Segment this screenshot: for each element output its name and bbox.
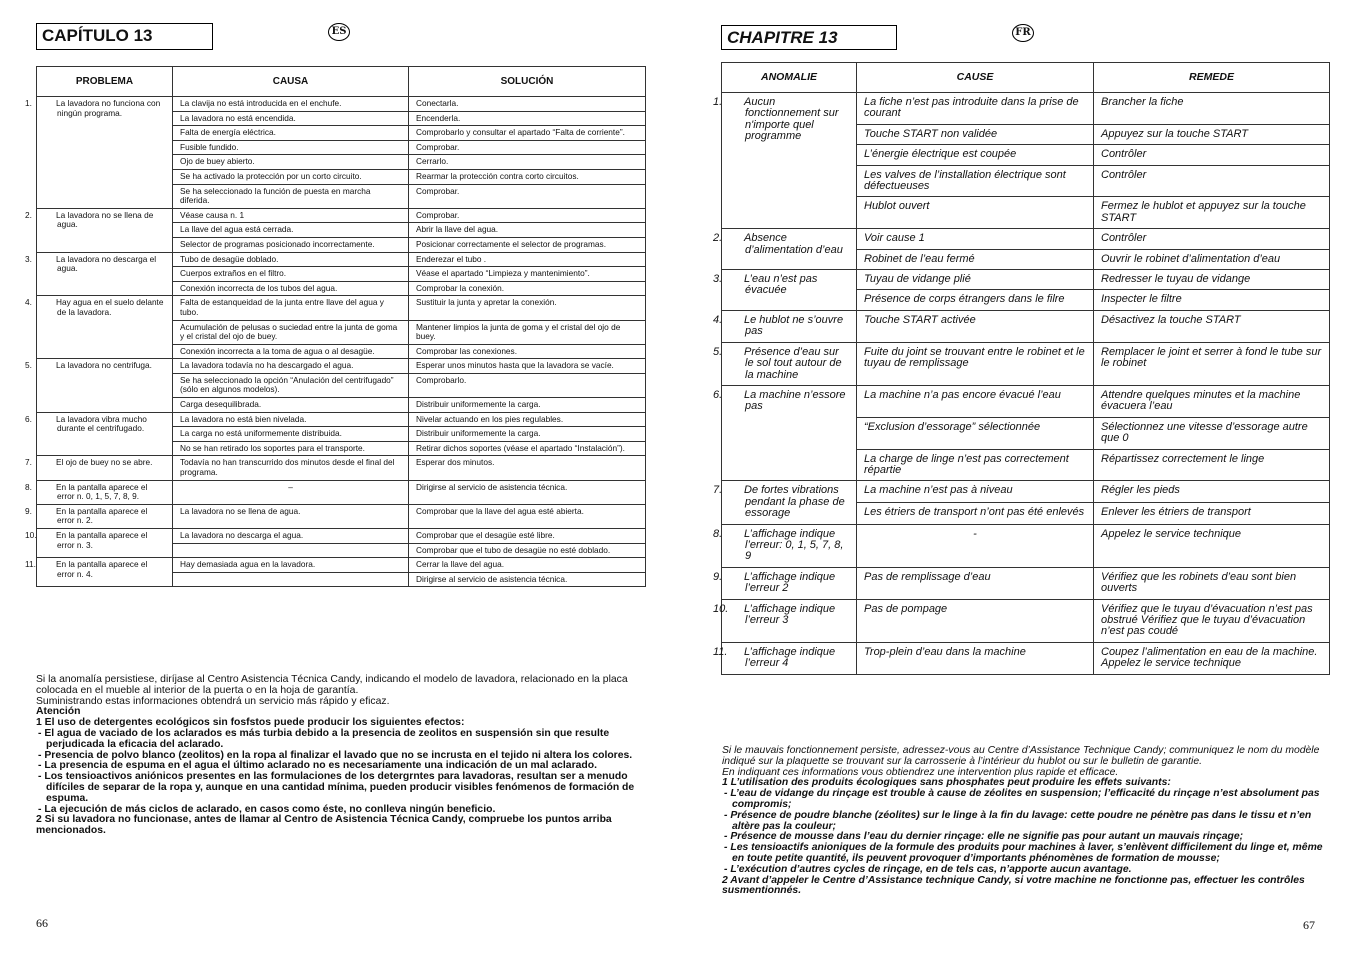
note-line: 2 Avant d’appeler le Centre d’Assistance technique Candy, si votre machine ne fonctionne pas, effectuer les contrôles susmentionnés. <box>722 874 1305 897</box>
problem-number: 1. <box>25 98 32 108</box>
problem-cell <box>713 270 857 311</box>
problem-text: El ojo de buey no se abre. <box>56 457 153 468</box>
language-badge: ES <box>328 23 350 41</box>
problem-number: 10. <box>713 602 729 615</box>
problem-cell <box>713 599 857 642</box>
solution-cell: Retirar dichos soportes (véase el apartado “Instalación”). <box>409 441 646 456</box>
note-line: 1 El uso de detergentes ecológicos sin fosfstos puede producir los siguientes efectos: <box>36 717 465 729</box>
problem-number: 4. <box>25 297 32 308</box>
table-row <box>722 567 1330 599</box>
chapter-title: CHAPITRE 13 <box>721 25 897 50</box>
table-row <box>37 456 646 480</box>
problem-cell <box>25 529 173 558</box>
problem-text: Aucun fonctionnement sur n'importe quel programme <box>744 96 839 143</box>
cause-cell: Robinet de l’eau fermé <box>857 249 1094 269</box>
cause-cell: Se ha seleccionado la opción “Anulación del centrifugado” (sólo en algunos modelos). <box>173 373 409 397</box>
problem-text: L’affichage indique l’erreur 2 <box>744 570 836 595</box>
header-solution: SOLUCIÓN <box>409 67 646 97</box>
problem-cell <box>25 480 173 504</box>
note-line: - La presencia de espuma en el agua el último aclarado no es necesariamente una indicación de un mal aclarado. <box>38 760 597 772</box>
problem-cell <box>25 412 173 456</box>
problem-cell <box>713 93 857 229</box>
solution-cell: Esperar unos minutos hasta que la lavadora se vacíe. <box>409 359 646 374</box>
cause-cell: Cuerpos extraños en el filtro. <box>173 267 409 282</box>
problem-number: 5. <box>25 360 32 371</box>
cause-cell: - <box>857 524 1094 567</box>
solution-cell: Comprobarlo. <box>409 373 646 397</box>
problem-text: En la pantalla aparece el error n. 2. <box>56 505 148 526</box>
problem-number: 2. <box>25 209 32 220</box>
table-row <box>37 412 646 427</box>
problem-number: 10. <box>25 530 37 540</box>
note-line: - Les tensioactifs anioniques de la formule des produits pour machines à laver, s’enlèvent difficilement du linge et, même en toute petite quantité, ils peuvent provoquer d’importants phénomènes de formation de mousse; <box>724 842 1323 864</box>
solution-cell: Posicionar correctamente el selector de programas. <box>409 237 646 252</box>
cause-cell: “Exclusion d’essorage” sélectionnée <box>857 417 1094 449</box>
solution-cell: Véase el apartado “Limpieza y mantenimiento”. <box>409 267 646 282</box>
solution-cell: Distribuir uniformemente la carga. <box>409 427 646 442</box>
solution-cell: Comprobar que el desagüe esté libre. <box>409 529 646 544</box>
solution-cell: Appuyez sur la touche START <box>1094 124 1330 144</box>
problem-text: Le hublot ne s’ouvre pas <box>744 313 844 338</box>
solution-cell: Fermez le hublot et appuyez sur la touche START <box>1094 197 1330 229</box>
page-number: 67 <box>1303 918 1315 932</box>
solution-cell: Attendre quelques minutes et la machine évacuera l’eau <box>1094 385 1330 417</box>
problem-cell <box>25 97 173 209</box>
cause-cell: Présence de corps étrangers dans le filre <box>857 290 1094 310</box>
solution-cell: Comprobar las conexiones. <box>409 344 646 359</box>
cause-cell: Falta de estanqueidad de la junta entre llave del agua y tubo. <box>173 296 409 320</box>
solution-cell: Comprobar. <box>409 184 646 208</box>
problem-number: 3. <box>713 273 723 286</box>
solution-cell: Répartissez correctement le linge <box>1094 449 1330 481</box>
solution-cell: Comprobar. <box>409 140 646 155</box>
solution-cell: Cerrarlo. <box>409 155 646 170</box>
solution-cell: Sélectionnez une vitesse d’essorage autre que 0 <box>1094 417 1330 449</box>
problem-text: L’affichage indique l’erreur 4 <box>744 645 836 670</box>
solution-cell: Inspecter le filtre <box>1094 290 1330 310</box>
solution-cell: Comprobar que el tubo de desagüe no esté doblado. <box>409 543 646 558</box>
cause-cell: Fusible fundido. <box>173 140 409 155</box>
cause-cell: La carga no está uniformemente distribuida. <box>173 427 409 442</box>
solution-cell: Enderezar el tubo . <box>409 252 646 267</box>
table-row <box>722 524 1330 567</box>
note-line: - Presencia de polvo blanco (zeolitos) en la ropa al finalizar el lavado que no se incrusta en el tejido ni altera los colores. <box>38 749 633 761</box>
problem-text: La lavadora no funciona con ningún programa. <box>56 98 161 118</box>
note-line: Suministrando estas informaciones obtendrá un servicio más rápido y eficaz. <box>36 695 390 707</box>
table-row <box>37 558 646 573</box>
problem-text: En la pantalla aparece el error n. 4. <box>56 559 148 579</box>
note-line: Si la anomalía persistiese, diríjase al Centro Asistencia Técnica Candy, indicando el modelo de lavadora, relacionado en la placa colocada en el mueble al interior de la puerta o en la hoja de garantía. <box>36 674 628 696</box>
cause-cell: Pas de remplissage d’eau <box>857 567 1094 599</box>
solution-cell: Cerrar la llave del agua. <box>409 558 646 573</box>
problem-number: 3. <box>25 253 32 264</box>
table-body <box>713 93 1330 675</box>
problem-cell <box>713 310 857 342</box>
problem-cell <box>25 504 173 528</box>
solution-cell: Esperar dos minutos. <box>409 456 646 480</box>
note-line: - El agua de vaciado de los aclarados es más turbia debido a la presencia de zeolitos en suspensión sin que resulte perjudicada la eficacia del aclarado. <box>38 727 610 750</box>
note-line: Si le mauvais fonctionnement persiste, adressez-vous au Centre d’Assistance Technique Candy; communiquez le nom du modèle indiqué sur la plaquette se trouvant sur la carrosserie à l’intérieur du hublot ou sur le bulletin de garantie. <box>722 745 1320 767</box>
problem-cell <box>713 524 857 567</box>
header-remedy: REMEDE <box>1094 63 1330 93</box>
problem-text: La lavadora no descarga el agua. <box>56 253 157 274</box>
solution-cell: Encenderla. <box>409 111 646 126</box>
table-row <box>722 481 1330 503</box>
problem-number: 9. <box>25 505 32 516</box>
problem-text: L’affichage indique l’erreur: 0, 1, 5, 7, 8, 9 <box>744 527 844 563</box>
cause-cell: Se ha seleccionado la función de puesta en marcha diferida. <box>173 184 409 208</box>
solution-cell: Nivelar actuando en los pies regulables. <box>409 412 646 427</box>
problem-text: En la pantalla aparece el error n. 0, 1, 5, 7, 8, 9. <box>56 481 148 502</box>
solution-cell: Redresser le tuyau de vidange <box>1094 270 1330 290</box>
solution-cell: Vérifiez que le tuyau d’évacuation n’est pas obstrué Vérifiez que le tuyau d’évacuation n’est pas coudé <box>1094 599 1330 642</box>
note-line: En indiquant ces informations vous obtiendrez une intervention plus rapide et efficace. <box>722 766 1119 778</box>
header-cause: CAUSA <box>173 67 409 97</box>
cause-cell: Les étriers de transport n’ont pas été enlevés <box>857 502 1094 524</box>
table-row <box>37 208 646 223</box>
note-line: - Présence de poudre blanche (zéolites) sur le linge à la fin du lavage: cette poudre ne pénètre pas dans le tissu et n’en altère pas la couleur; <box>724 809 1312 832</box>
solution-cell: Désactivez la touche START <box>1094 310 1330 342</box>
troubleshooting-table <box>713 62 1330 675</box>
problem-cell <box>713 481 857 524</box>
note-line: Atención <box>36 706 81 718</box>
troubleshooting-table <box>25 66 646 587</box>
solution-cell: Dirigirse al servicio de asistencia técnica. <box>409 572 646 587</box>
cause-cell: La lavadora no descarga el agua. <box>173 529 409 544</box>
cause-cell: La machine n’est pas à niveau <box>857 481 1094 503</box>
problem-number: 1. <box>713 96 723 108</box>
cause-cell: – <box>173 480 409 504</box>
solution-cell: Sustituir la junta y apretar la conexión. <box>409 296 646 320</box>
cause-cell: La clavija no está introducida en el enchufe. <box>173 97 409 112</box>
page-right-french <box>676 0 1351 954</box>
cause-cell: Voir cause 1 <box>857 229 1094 249</box>
problem-number: 11. <box>713 645 728 658</box>
notes-section <box>722 746 1332 897</box>
solution-cell: Comprobar que la llave del agua esté abierta. <box>409 504 646 528</box>
cause-cell: Falta de energía eléctrica. <box>173 126 409 141</box>
note-line: - Présence de mousse dans l’eau du dernier rinçage: elle ne signifie pas pour autant un mauvais rinçage; <box>724 831 1244 843</box>
problem-cell <box>713 385 857 480</box>
problem-text: En la pantalla aparece el error n. 3. <box>56 530 148 550</box>
note-line: - L’eau de vidange du rinçage est trouble à cause de zéolites en suspension; l’efficacité du rinçage n’est absolument pas compromis; <box>724 788 1320 810</box>
problem-text: De fortes vibrations pendant la phase de essorage <box>744 484 845 520</box>
cause-cell: La charge de linge n’est pas correctement répartie <box>857 449 1094 481</box>
header-problem: PROBLEMA <box>37 67 173 97</box>
problem-text: Absence d’alimentation d’eau <box>744 232 843 256</box>
cause-cell: Touche START activée <box>857 310 1094 342</box>
cause-cell: Acumulación de pelusas o suciedad entre la junta de goma y el cristal del ojo de buey. <box>173 320 409 344</box>
cause-cell: Carga desequilibrada. <box>173 398 409 413</box>
problem-number: 8. <box>713 527 723 540</box>
solution-cell: Conectarla. <box>409 97 646 112</box>
cause-cell: Todavía no han transcurrido dos minutos desde el final del programa. <box>173 456 409 480</box>
cause-cell: La fiche n’est pas introduite dans la prise de courant <box>857 93 1094 125</box>
cause-cell: L’énergie électrique est coupée <box>857 145 1094 165</box>
problem-number: 7. <box>713 484 723 497</box>
cause-cell: Touche START non validée <box>857 124 1094 144</box>
table-body <box>25 97 646 587</box>
cause-cell: Tubo de desagüe doblado. <box>173 252 409 267</box>
solution-cell: Dirigirse al servicio de asistencia técnica. <box>409 480 646 504</box>
solution-cell: Vérifiez que les robinets d’eau sont bien ouverts <box>1094 567 1330 599</box>
cause-cell <box>173 572 409 587</box>
problem-number: 6. <box>713 388 723 401</box>
solution-cell: Mantener limpios la junta de goma y el cristal del ojo de buey. <box>409 320 646 344</box>
problem-text: L’affichage indique l’erreur 3 <box>744 602 836 626</box>
table-row <box>722 93 1330 125</box>
problem-text: La machine n’essore pas <box>744 388 846 413</box>
cause-cell: Trop-plein d’eau dans la machine <box>857 642 1094 674</box>
cause-cell: Selector de programas posicionado incorrectamente. <box>173 237 409 252</box>
table-row <box>37 480 646 504</box>
cause-cell: Tuyau de vidange plié <box>857 270 1094 290</box>
solution-cell: Contrôler <box>1094 229 1330 249</box>
solution-cell: Abrir la llave del agua. <box>409 223 646 238</box>
problem-text: La lavadora no centrifuga. <box>56 360 152 371</box>
problem-number: 2. <box>713 232 723 245</box>
problem-text: Hay agua en el suelo delante de la lavadora. <box>56 297 164 317</box>
table-header-row <box>37 67 646 97</box>
cause-cell: No se han retirado los soportes para el transporte. <box>173 441 409 456</box>
cause-cell: Pas de pompage <box>857 599 1094 642</box>
page-number: 66 <box>36 916 48 930</box>
cause-cell: La llave del agua está cerrada. <box>173 223 409 238</box>
table-row <box>722 385 1330 417</box>
page-left-spanish <box>0 0 675 954</box>
solution-cell: Comprobarlo y consultar el apartado “Falta de corriente”. <box>409 126 646 141</box>
notes-section <box>36 675 646 837</box>
note-line: - La ejecución de más ciclos de aclarado, en casos como éste, no conlleva ningún beneficio. <box>38 803 496 815</box>
solution-cell: Appelez le service technique <box>1094 524 1330 567</box>
solution-cell: Régler les pieds <box>1094 481 1330 503</box>
cause-cell: Hublot ouvert <box>857 197 1094 229</box>
problem-cell <box>25 296 173 359</box>
problem-cell <box>713 567 857 599</box>
cause-cell <box>173 543 409 558</box>
table-row <box>722 342 1330 385</box>
table-row <box>722 270 1330 290</box>
cause-cell: Conexión incorrecta a la toma de agua o al desagüe. <box>173 344 409 359</box>
cause-cell: Véase causa n. 1 <box>173 208 409 223</box>
table-row <box>37 252 646 267</box>
cause-cell: La lavadora no se llena de agua. <box>173 504 409 528</box>
problem-number: 7. <box>25 457 32 468</box>
table-row <box>37 97 646 112</box>
solution-cell: Brancher la fiche <box>1094 93 1330 125</box>
solution-cell: Ouvrir le robinet d’alimentation d’eau <box>1094 249 1330 269</box>
solution-cell: Enlever les étriers de transport <box>1094 502 1330 524</box>
problem-cell <box>713 229 857 270</box>
problem-text: L’eau n’est pas évacuée <box>744 273 818 297</box>
table-row <box>722 599 1330 642</box>
problem-text: La lavadora vibra mucho durante el centrifugado. <box>56 413 147 434</box>
header-anomaly: ANOMALIE <box>722 63 857 93</box>
table-row <box>722 229 1330 249</box>
problem-number: 8. <box>25 481 32 492</box>
problem-number: 5. <box>713 345 723 358</box>
table-header-row <box>722 63 1330 93</box>
problem-number: 4. <box>713 313 723 326</box>
problem-cell <box>25 456 173 480</box>
note-line: - Los tensioactivos aniónicos presentes en las formulaciones de los detergrntes para lavadoras, resultan ser a menudo difíciles de separar de la ropa y, aunque en una cantidad mínima, pueden producir visibles fenómenos de formación de espuma. <box>38 771 635 804</box>
problem-number: 6. <box>25 413 32 424</box>
cause-cell: Ojo de buey abierto. <box>173 155 409 170</box>
solution-cell: Contrôler <box>1094 145 1330 165</box>
cause-cell: Conexión incorrecta de los tubos del agua. <box>173 281 409 296</box>
cause-cell: Les valves de l’installation électrique sont défectueuses <box>857 165 1094 197</box>
note-line: 2 Si su lavadora no funcionase, antes de llamar al Centro de Asistencia Técnica Candy, compruebe los puntos arriba mencionados. <box>36 814 612 837</box>
note-line: 1 L’utilisation des produits écologiques sans phosphates peut produire les effets suivants: <box>722 777 1171 789</box>
problem-number: 11. <box>25 559 36 570</box>
problem-cell <box>713 642 857 674</box>
table-row <box>37 529 646 544</box>
problem-cell <box>25 359 173 412</box>
cause-cell: La lavadora todavía no ha descargado el agua. <box>173 359 409 374</box>
solution-cell: Remplacer le joint et serrer à fond le tube sur le robinet <box>1094 342 1330 385</box>
cause-cell: La machine n’a pas encore évacué l’eau <box>857 385 1094 417</box>
header-cause: CAUSE <box>857 63 1094 93</box>
problem-text: La lavadora no se llena de agua. <box>56 209 154 230</box>
note-line: - L’exécution d’autres cycles de rinçage, en de tels cas, n’apporte aucun avantage. <box>724 863 1132 875</box>
problem-text: Présence d’eau sur le sol tout autour de la machine <box>744 345 842 381</box>
language-badge: FR <box>1012 24 1034 42</box>
table-row <box>722 310 1330 342</box>
solution-cell: Distribuir uniformemente la carga. <box>409 398 646 413</box>
table-row <box>37 296 646 320</box>
problem-cell <box>713 342 857 385</box>
problem-cell <box>25 558 173 587</box>
cause-cell: Se ha activado la protección por un corto circuito. <box>173 169 409 184</box>
cause-cell: La lavadora no está encendida. <box>173 111 409 126</box>
problem-cell <box>25 208 173 252</box>
solution-cell: Comprobar la conexión. <box>409 281 646 296</box>
solution-cell: Contrôler <box>1094 165 1330 197</box>
problem-cell <box>25 252 173 296</box>
solution-cell: Rearmar la protección contra corto circuitos. <box>409 169 646 184</box>
cause-cell: Fuite du joint se trouvant entre le robinet et le tuyau de remplissage <box>857 342 1094 385</box>
cause-cell: Hay demasiada agua en la lavadora. <box>173 558 409 573</box>
problem-number: 9. <box>713 570 723 583</box>
solution-cell: Comprobar. <box>409 208 646 223</box>
chapter-title: CAPÍTULO 13 <box>36 23 213 50</box>
table-row <box>37 359 646 374</box>
table-row <box>37 504 646 528</box>
solution-cell: Coupez l’alimentation en eau de la machine. Appelez le service technique <box>1094 642 1330 674</box>
table-row <box>722 642 1330 674</box>
cause-cell: La lavadora no está bien nivelada. <box>173 412 409 427</box>
